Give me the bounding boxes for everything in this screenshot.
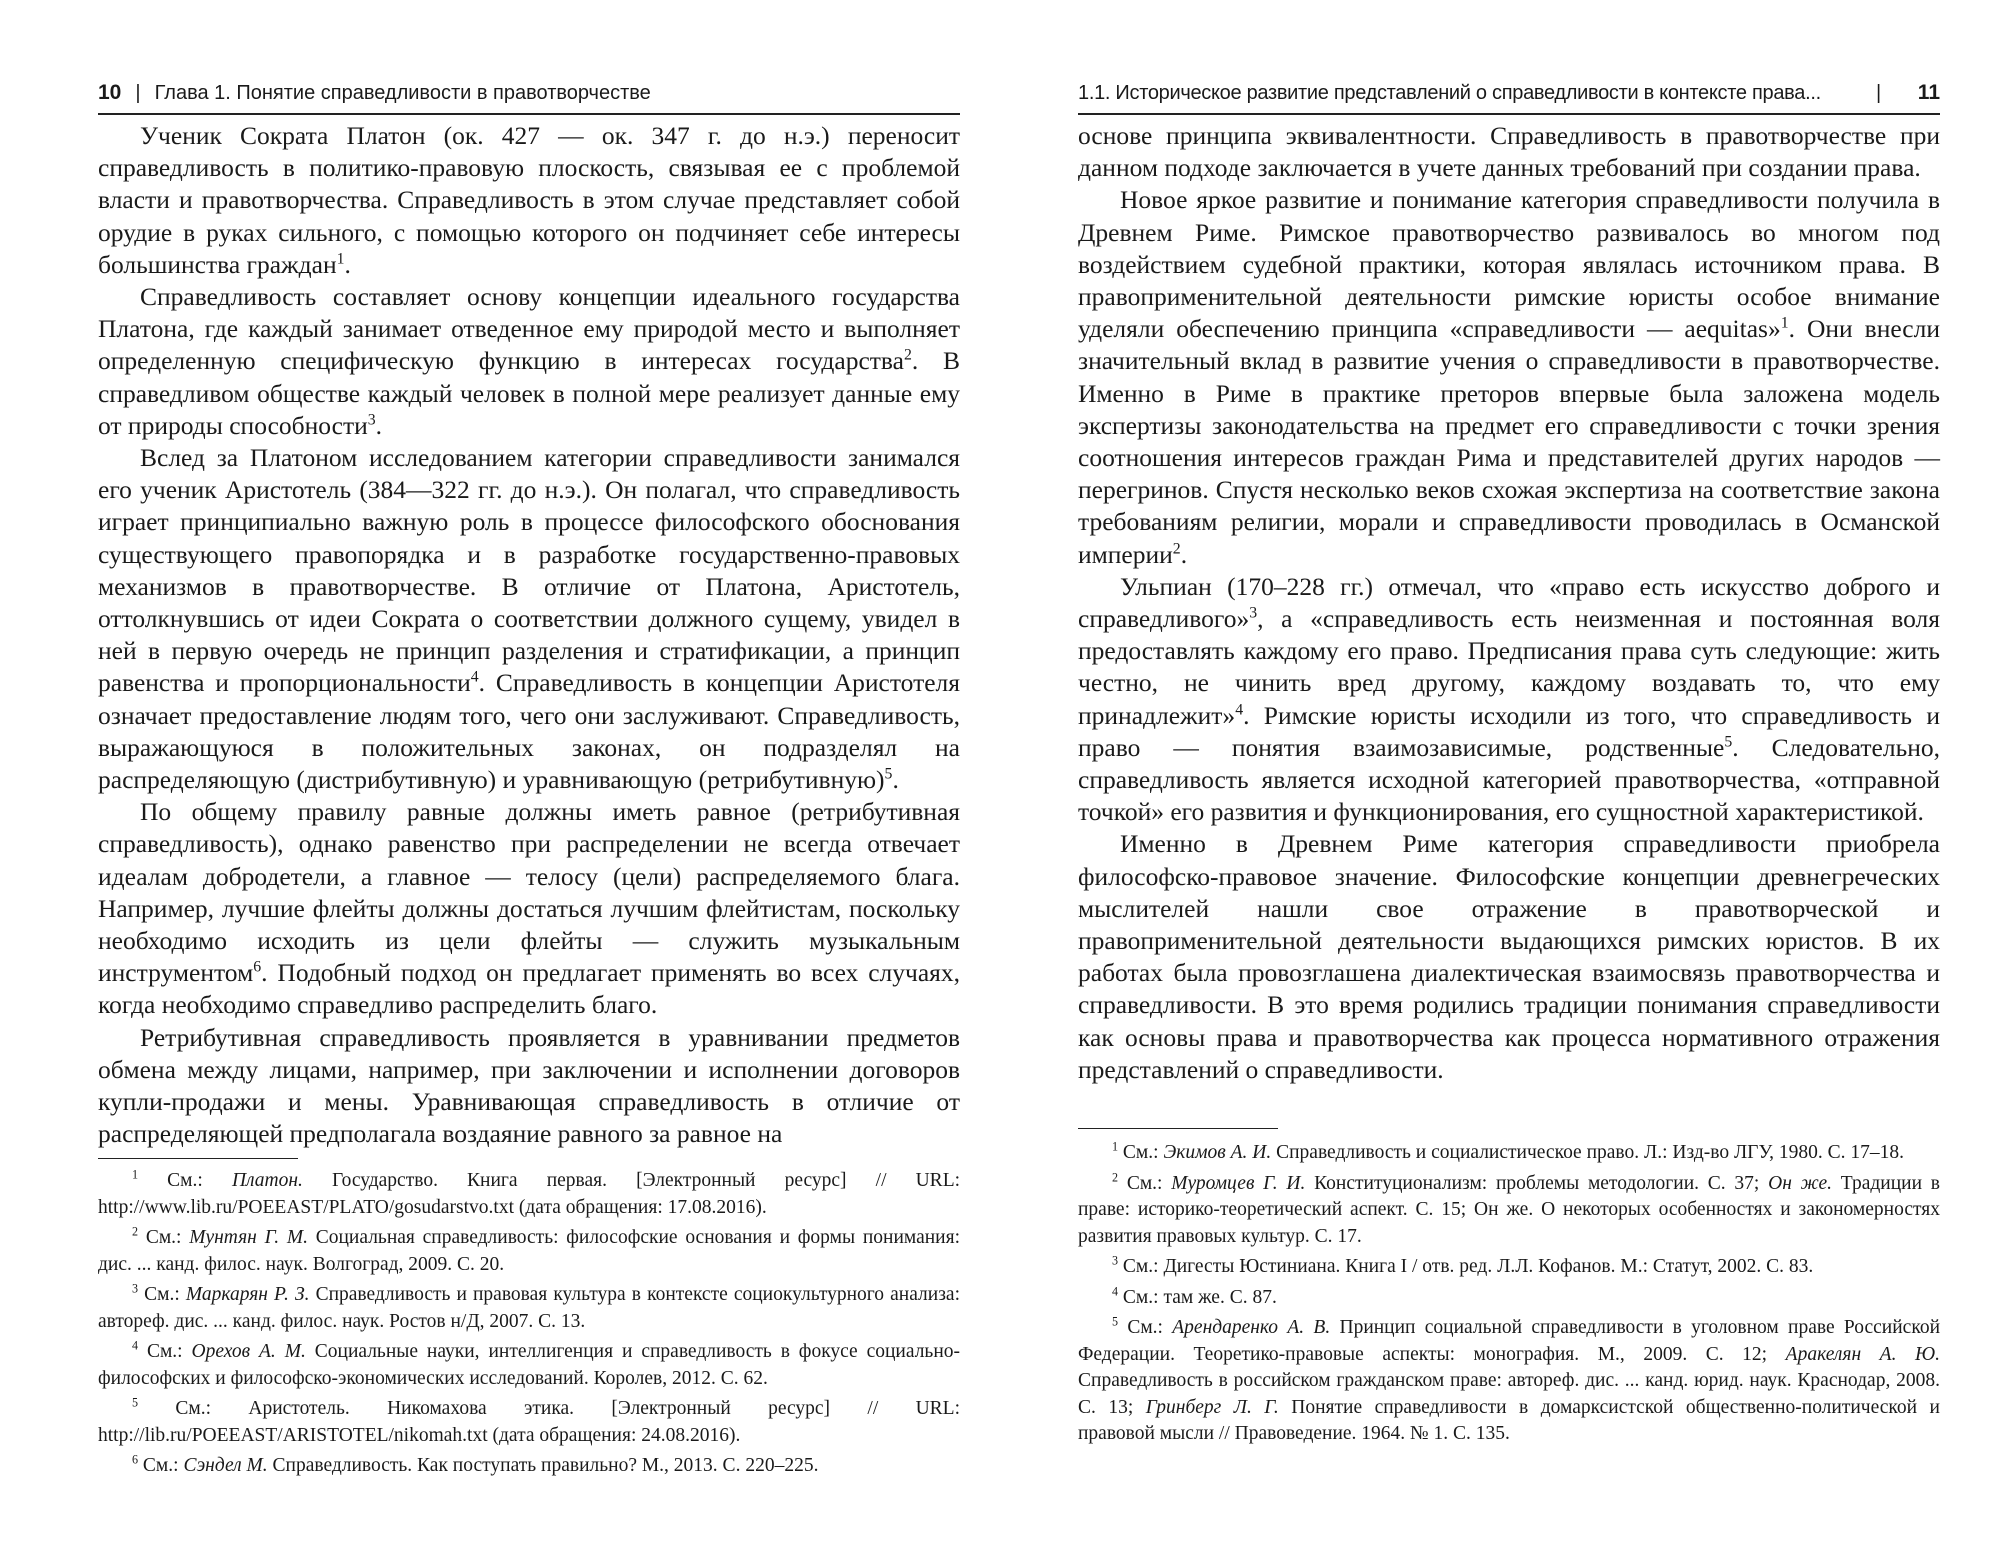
right-footnotes [1078, 1140, 1940, 1452]
paragraph: Ульпиан (170–228 гг.) отмечал, что «право есть искусство доброго и справедливого»$^3$, а «справедливость есть неизменная и постоянная воля предоставлять каждому его право. Предписания права суть следующие: жить честно, не чинить вред другому, каждому воздавать то, что ему принадлежит»$^4$. Римские юристы исходили из того, что справедливость и право — понятия взаимозависимые, родственные$^5$. Следовательно, справедливость является исходной категорией правотворчества, «отправной точкой» его развития и функционирования, его сущностной характеристикой. [1078, 571, 1940, 827]
left-running-head [98, 73, 960, 115]
footnote-ref: 5 [1724, 733, 1733, 751]
paragraph: Ретрибутивная справедливость проявляется в уравнивании предметов обмена между лицами, например, при заключении и исполнении договоров купли-продажи и мены. Уравнивающая справедливость в отличие от распределяющей предполагала воздаяние равного за равное на [98, 1022, 960, 1149]
footnote-ref: 4 [470, 668, 479, 686]
footnote: $^5$ См.: Арендаренко А. В. Принцип социальной справедливости в уголовном праве Российской Федерации. Теоретико-правовые аспекты: монография. М., 2009. С. 12; Аракелян А. Ю. Справедливость в российском гражданском праве: автореф. дис. ... канд. юрид. наук. Краснодар, 2008. С. 13; Гринберг Л. Г. Понятие справедливости в домарксистской общественно-политической и правовой мысли // Правоведение. 1964. № 1. С. 135. [1078, 1314, 1940, 1444]
footnote-ref: 3 [1249, 604, 1258, 622]
right-body-text [1078, 120, 1940, 1086]
footnote-ref: 3 [367, 411, 376, 429]
chapter-title: Глава 1. Понятие справедливости в правотворчестве [154, 82, 651, 104]
right-page-number: 11 [1917, 81, 1940, 104]
left-page-number: 10 [98, 81, 122, 104]
footnote-rule [1078, 1128, 1278, 1129]
paragraph: Ученик Сократа Платон (ок. 427 — ок. 347 г. до н.э.) переносит справедливость в политико-правовую плоскость, связывая ее с проблемой власти и правотворчества. Справедливость в этом случае представляет собой орудие в руках сильного, с помощью которого он подчиняет себе интересы большинства граждан$^1$. [98, 121, 960, 279]
footnote: $^1$ См.: Платон. Государство. Книга первая. [Электронный ресурс] // URL: http://www.lib.ru/POEEAST/PLATO/gosudarstvo.txt (дата обращения: 17.08.2016). [98, 1167, 961, 1218]
footnote: $^2$ См.: Муромцев Г. И. Конституционализм: проблемы методологии. С. 37; Он же. Традиции в праве: историко-теоретический аспект. С. 15; Он же. О некоторых особенностях и закономерностях развития правовых культур. С. 17. [1078, 1170, 1941, 1247]
paragraph: Новое яркое развитие и понимание категория справедливости получила в Древнем Риме. Римское правотворчество развивалось во многом под воздействием судебной практики, которая являлась источником права. В правоприменительной деятельности римские юристы особое внимание уделяли обеспечению принципа «справедливости — aequitas»$^1$. Они внесли значительный вклад в развитие учения о справедливости в правотворчестве. Именно в Риме в практике преторов впервые была заложена модель экспертизы законодательства на предмет его справедливости с точки зрения соотношения интересов граждан Рима и представителей других народов — перегринов. Спустя несколько веков схожая экспертиза на соответствие закона требованиям религии, морали и справедливости проводилась в Османской империи$^2$. [1078, 185, 1940, 569]
left-head-separator: | [135, 82, 141, 104]
right-running-head [1078, 73, 1940, 115]
footnote-ref: 2 [1172, 540, 1181, 558]
footnote: $^3$ См.: Маркарян Р. З. Справедливость и правовая культура в контексте социокультурного анализа: автореф. дис. ... канд. филос. наук. Ростов н/Д, 2007. С. 13. [98, 1281, 961, 1332]
footnote-ref: 1 [1780, 314, 1789, 332]
footnote: $^4$ См.: там же. С. 87. [1112, 1284, 1277, 1308]
footnote: $^6$ См.: Сэндел М. Справедливость. Как поступать правильно? М., 2013. С. 220–225. [132, 1452, 819, 1476]
left-page [98, 0, 960, 1550]
paragraph: Именно в Древнем Риме категория справедливости приобрела философско-правовое значение. Философские концепции древнегреческих мыслителей нашли свое отражение в правотворческой и правоприменительной деятельности выдающихся римских юристов. В их работах была провозглашена диалектическая взаимосвязь правотворчества и справедливости. В это время родились традиции понимания справедливости как основы права и правотворчества как процесса нормативного отражения представлений о справедливости. [1078, 829, 1940, 1084]
footnote: $^4$ См.: Орехов А. М. Социальные науки, интеллигенция и справедливость в фокусе социально-философских и философско-экономических исследований. Королев, 2012. С. 62. [98, 1338, 960, 1389]
footnote-rule [98, 1158, 298, 1159]
footnote: $^1$ См.: Экимов А. И. Справедливость и социалистическое право. Л.: Изд-во ЛГУ, 1980. С. 17–18. [1112, 1139, 1904, 1163]
footnote-ref: 6 [253, 958, 262, 976]
footnote-ref: 4 [1235, 701, 1244, 719]
paragraph: Вслед за Платоном исследованием категории справедливости занимался его ученик Аристотель (384—322 гг. до н.э.). Он полагал, что справедливость играет принципиально важную роль в процессе философского обоснования существующего правопорядка и в разработке государственно-правовых механизмов в правотворчестве. В отличие от Платона, Аристотель, оттолкнувшись от идеи Сократа о соответствии должного сущему, увидел в ней в первую очередь не принцип разделения и стратификации, а принцип равенства и пропорциональности$^4$. Справедливость в концепции Аристотеля означает предоставление людям того, чего они заслуживают. Справедливость, выражающуюся в положительных законах, он подразделял на распределяющую (дистрибутивную) и уравнивающую (ретрибутивную)$^5$. [98, 443, 960, 795]
right-head-separator: | [1876, 82, 1882, 104]
left-footnotes [98, 1168, 960, 1484]
footnote: $^2$ См.: Мунтян Г. М. Социальная справедливость: философские основания и формы понимания: дис. ... канд. филос. наук. Волгоград, 2009. С. 20. [98, 1224, 960, 1275]
section-title: 1.1. Историческое развитие представлений о справедливости в контексте права... [1078, 82, 1821, 104]
footnote: $^5$ См.: Аристотель. Никомахова этика. [Электронный ресурс] // URL: http://lib.ru/POEEAST/ARISTOTEL/nikomah.txt (дата обращения: 24.08.2016). [98, 1395, 960, 1446]
footnote-ref: 1 [336, 250, 345, 268]
footnote: $^3$ См.: Дигесты Юстиниана. Книга I / отв. ред. Л.Л. Кофанов. М.: Статут, 2002. С. 83. [1112, 1253, 1814, 1277]
paragraph: По общему правилу равные должны иметь равное (ретрибутивная справедливость), однако равенство при распределении не всегда отвечает идеалам добродетели, а главное — телосу (цели) распределяемого блага. Например, лучшие флейты должны достаться лучшим флейтистам, поскольку необходимо исходить из цели флейты — служить музыкальным инструментом$^6$. Подобный подход он предлагает применять во всех случаях, когда необходимо справедливо распределить благо. [98, 797, 960, 1020]
paragraph: Справедливость составляет основу концепции идеального государства Платона, где каждый занимает отведенное ему природой место и выполняет определенную специфическую функцию в интересах государства$^2$. В справедливом обществе каждый человек в полной мере реализует данные ему от природы способности$^3$. [98, 282, 960, 440]
left-body-text [98, 120, 960, 1151]
footnote-ref: 2 [903, 346, 912, 364]
right-page [1078, 0, 1940, 1550]
paragraph: основе принципа эквивалентности. Справедливость в правотворчестве при данном подходе заключается в учете данных требований при создании права. [1078, 121, 1940, 183]
footnote-ref: 5 [884, 765, 893, 783]
